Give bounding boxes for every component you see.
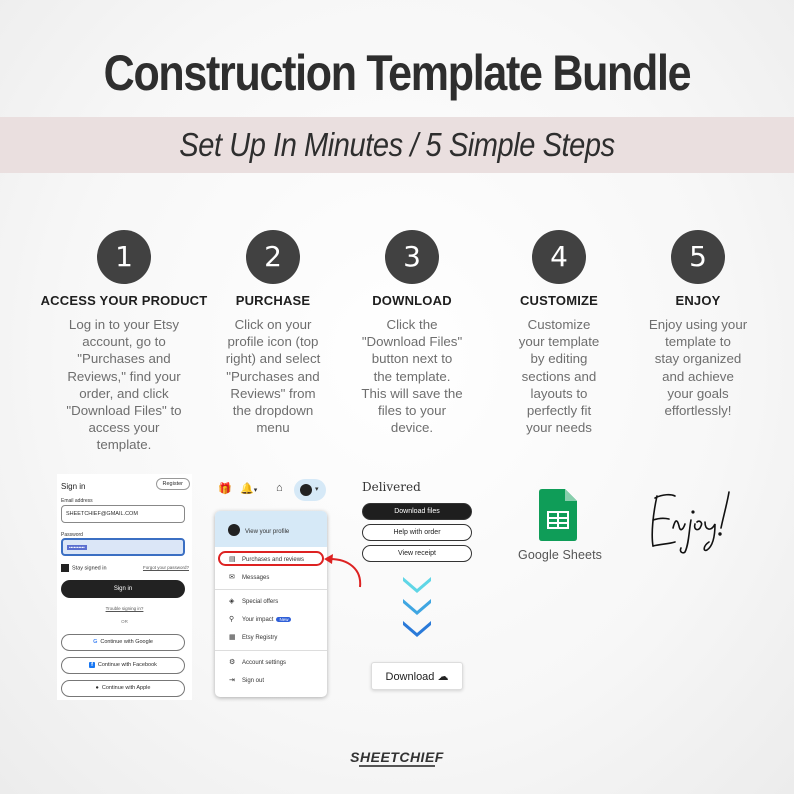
header-icons <box>218 482 328 502</box>
step-number: 3 <box>385 230 439 284</box>
email-label: Email address <box>61 498 93 504</box>
step-heading: PURCHASE <box>235 293 311 308</box>
view-receipt-button[interactable]: View receipt <box>362 545 472 562</box>
clipboard-icon: ▤ <box>229 556 236 563</box>
page-subtitle: Set Up In Minutes / 5 Simple Steps <box>179 126 615 163</box>
google-sheets-label: Google Sheets <box>518 548 602 562</box>
step-number: 4 <box>532 230 586 284</box>
password-label: Password <box>61 532 83 538</box>
page-title: Construction Template Bundle <box>103 45 691 101</box>
tag-icon: ◈ <box>229 598 235 605</box>
step-heading: ENJOY <box>675 293 721 308</box>
avatar <box>228 524 240 536</box>
facebook-button[interactable]: f Continue with Facebook <box>61 657 185 674</box>
register-button[interactable]: Register <box>156 478 190 490</box>
download-button[interactable]: Download ☁ <box>371 662 463 690</box>
menu-item-registry[interactable]: ▦ Etsy Registry <box>229 634 278 641</box>
delivered-label: Delivered <box>362 480 421 494</box>
profile-avatar-button[interactable] <box>294 479 326 501</box>
step-description: Click on your profile icon (top right) and select "Purchases and Reviews" from the dropdown menu <box>225 317 321 436</box>
chevron-down-icon: ▾ <box>315 486 319 493</box>
chevron-down-icon <box>403 599 431 615</box>
menu-item-messages[interactable]: ✉ Messages <box>229 574 270 581</box>
red-arrow-icon <box>322 553 364 589</box>
trouble-link[interactable]: Trouble signing in? <box>105 606 144 611</box>
menu-divider <box>215 589 327 590</box>
signin-button[interactable]: Sign in <box>61 580 185 598</box>
password-field[interactable] <box>61 538 185 556</box>
forgot-password-link[interactable]: Forgot your password? <box>142 565 189 570</box>
registry-icon: ▦ <box>229 634 236 641</box>
step-heading: CUSTOMIZE <box>519 293 599 308</box>
google-button[interactable]: G Continue with Google <box>61 634 185 651</box>
email-field[interactable]: SHEETCHIEF@GMAIL.COM <box>61 505 185 523</box>
menu-profile-row[interactable] <box>215 511 327 547</box>
menu-item-purchases[interactable]: ▤ Purchases and reviews <box>229 556 305 563</box>
signin-panel <box>57 474 192 700</box>
step-heading: ACCESS YOUR PRODUCT <box>40 293 208 308</box>
step-description: Log in to your Etsy account, go to "Purchases and Reviews," find your order, and click "Download Files" to access your template. <box>66 317 182 453</box>
menu-item-your-impact[interactable]: ⚲ Your impact New <box>229 615 291 623</box>
shop-icon[interactable]: ⌂ <box>276 482 283 494</box>
cloud-download-icon: ☁ <box>437 671 449 683</box>
bell-icon[interactable]: 🔔▾ <box>240 483 258 495</box>
google-icon: G <box>93 639 98 645</box>
apple-button[interactable]: ● Continue with Apple <box>61 680 185 697</box>
step-number: 5 <box>671 230 725 284</box>
password-value: •••••••••• <box>69 545 85 550</box>
menu-item-account-settings[interactable]: ⚙ Account settings <box>229 659 287 666</box>
facebook-icon: f <box>91 662 93 668</box>
profile-dropdown-menu <box>215 511 327 697</box>
gear-icon: ⚙ <box>229 659 236 666</box>
avatar <box>300 484 312 496</box>
chevron-down-icon <box>403 577 431 593</box>
google-sheets-icon <box>539 489 577 541</box>
step-number: 1 <box>97 230 151 284</box>
checkbox-icon <box>61 564 69 572</box>
stay-signed-in-checkbox[interactable]: Stay signed in <box>61 564 107 572</box>
step-description: Enjoy using your template to stay organized and achieve your goals effortlessly! <box>648 317 748 419</box>
step-5 <box>608 230 788 419</box>
view-profile-label: View your profile <box>245 529 290 535</box>
step-description: Click the "Download Files" button next to the template. This will save the files to your device. <box>361 317 463 436</box>
or-divider: OR <box>121 619 128 624</box>
leaf-icon: ⚲ <box>229 616 235 623</box>
menu-item-special-offers[interactable]: ◈ Special offers <box>229 598 279 605</box>
step-number: 2 <box>246 230 300 284</box>
menu-divider <box>215 650 327 651</box>
brand-underline <box>359 765 435 767</box>
brand-logo: SHEETCHIEF <box>350 749 444 765</box>
new-badge: New <box>276 617 291 622</box>
help-with-order-button[interactable]: Help with order <box>362 524 472 541</box>
step-heading: DOWNLOAD <box>372 293 452 308</box>
apple-icon: ● <box>95 685 99 691</box>
download-files-button[interactable]: Download files <box>362 503 472 520</box>
menu-item-sign-out[interactable]: ⇥ Sign out <box>229 677 265 684</box>
chevron-down-icon <box>403 621 431 637</box>
signin-title: Sign in <box>61 482 86 491</box>
enjoy-script-image <box>643 484 743 554</box>
gift-icon[interactable]: 🎁 <box>218 483 232 495</box>
sign-out-icon: ⇥ <box>229 677 235 684</box>
step-description: Customize your template by editing sections and layouts to perfectly fit your needs <box>518 317 600 436</box>
message-icon: ✉ <box>229 574 235 581</box>
